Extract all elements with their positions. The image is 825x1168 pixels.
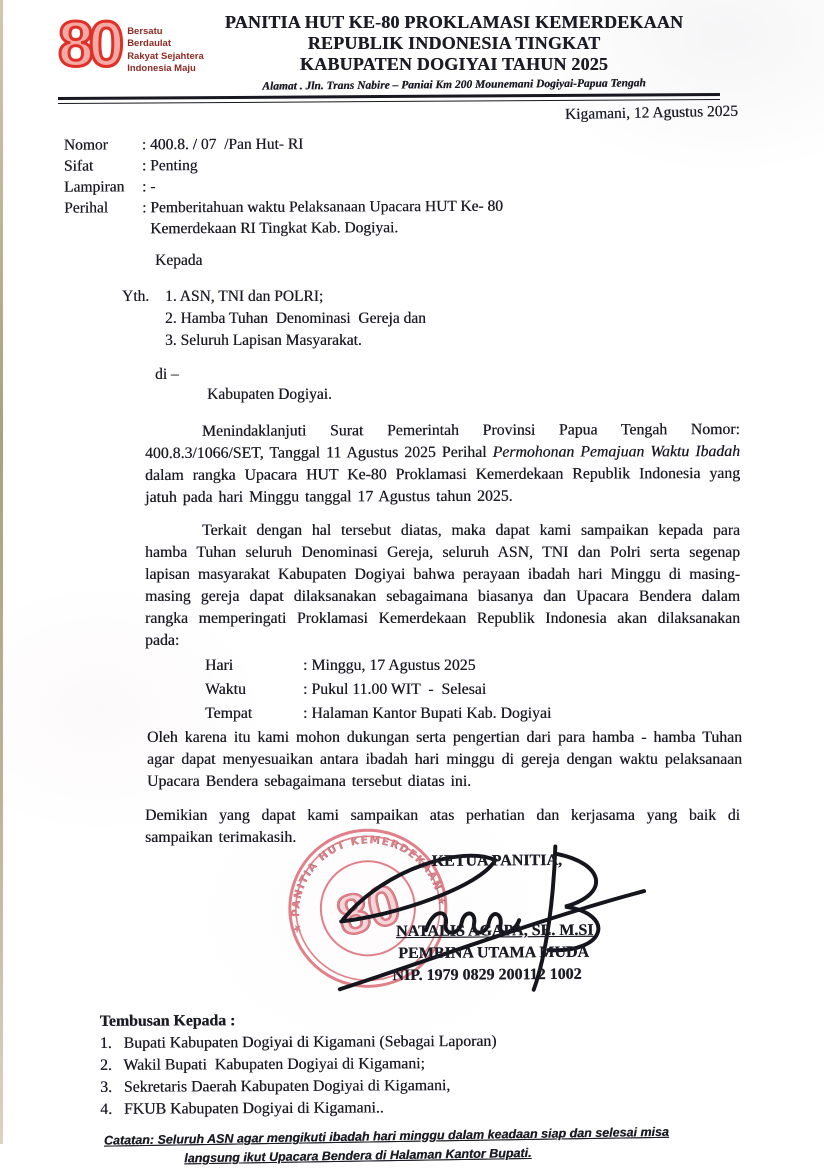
letterhead-title-line3: KABUPATEN DOGIYAI TAHUN 2025 <box>299 54 609 74</box>
signer-name: NATALIS AGAPA, SE. M.SI <box>395 921 594 941</box>
recipient-item: 3. Seluruh Lapisan Masyarakat. <box>165 332 362 349</box>
paragraph-3: Oleh karena itu kami mohon dukungan serta pengertian dari para hamba - hamba Tuhan agar dapat menyesuaikan antara ibadah hari minggu di gereja dengan waktu pelaksanaan Upacara Bendera sebagaimana tersebut diatas ini. <box>147 729 742 790</box>
detail-row-hari: Hari : Minggu, 17 Agustus 2025 <box>205 657 476 674</box>
letter-meta <box>64 131 824 239</box>
kepada-label: Kepada <box>155 252 203 269</box>
tembusan-item: 3. Sekretaris Daerah Kabupaten Dogiyai di Kigamani, <box>100 1077 451 1096</box>
tembusan-item: 2. Wakil Bupati Kabupaten Dogiyai di Kigamani; <box>99 1055 425 1074</box>
recipient-item: 2. Hamba Tuhan Denominasi Gereja dan <box>165 310 426 327</box>
detail-row-waktu: Waktu : Pukul 11.00 WIT - Selesai <box>205 681 487 698</box>
signer-rank: PEMBINA UTAMA MUDA <box>398 943 590 963</box>
catatan-text-line2: langsung ikut Upacara Bendera di Halaman Kantor Bupati. <box>184 1145 532 1166</box>
tagline-line: Rakyat Sejahtera <box>127 50 204 62</box>
yth-prefix: Yth. <box>122 288 150 305</box>
logo-tagline <box>127 26 208 75</box>
paragraph-4: Demikian yang dapat kami sampaikan atas perhatian dan kerjasama yang baik di sampaikan terimakasih. <box>145 807 740 846</box>
catatan-text-line1: Seluruh ASN agar mengikuti ibadah hari minggu dalam keadaan siap dan selesai misa <box>153 1124 669 1147</box>
catatan-label: Catatan: <box>103 1132 155 1148</box>
tagline-line: Bersatu Berdaulat <box>127 26 172 50</box>
event-details <box>205 654 824 726</box>
hut-80-logo <box>58 8 208 80</box>
detail-row-tempat: Tempat : Halaman Kantor Bupati Kab. Dogiyai <box>205 705 552 722</box>
paragraph-2: Terkait dengan hal tersebut diatas, maka dapat kami sampaikan kepada para hamba Tuhan seluruh Denominasi Gereja, seluruh ASN, TNI dan Polri serta segenap lapisan masyarakat Kabupaten Dogiyai bahwa perayaan ibadah hari Minggu di masing-masing gereja dapat dilaksanakan sebagaimana biasanya dan Upacara Bendera dalam rangka memperingati Proklamasi Kemerdekaan Republik Indonesia akan dilaksanakan pada: <box>145 522 740 649</box>
tembusan-item: 1. Bupati Kabupaten Dogiyai di Kigamani (Sebagai Laporan) <box>99 1032 497 1052</box>
tagline-line: Indonesia Maju <box>127 63 196 75</box>
recipient-item: 1. ASN, TNI dan POLRI; <box>165 288 324 305</box>
tembusan-title: Tembusan Kepada : <box>99 1012 236 1030</box>
meta-row-sifat: Sifat : Penting <box>63 157 198 175</box>
paragraph-1: Menindaklanjuti Surat Pemerintah Provinsi Papua Tengah Nomor: 400.8.3/1066/SET, Tanggal 11 Agustus 2025 Perihal Permohonan Pemajuan Waktu Ibadah dalam rangka Upacara HUT Ke-80 Proklamasi Kemerdekaan Republik Indonesia yang jatuh pada hari Minggu tanggal 17 Agustus tahun 2025. <box>144 420 741 507</box>
di-label: di – <box>155 366 179 383</box>
letterhead <box>0 0 824 91</box>
meta-row-perihal: Perihal : Pemberitahuan waktu Pelaksanaan Upacara HUT Ke- 80 Kemerdekaan RI Tingkat Kab. Dogiyai. <box>64 197 503 238</box>
meta-row-nomor: Nomor : 400.8. / 07 /Pan Hut- RI <box>63 135 304 154</box>
letterhead-address: Alamat . Jln. Trans Nabire – Paniai Km 200 Mounemani Dogiyai-Papua Tengah <box>262 77 646 93</box>
signature-block <box>0 834 825 1006</box>
signer-nip: NIP. 1979 0829 200112 1002 <box>392 965 582 985</box>
signer-title: KETUA PANITIA, <box>431 851 562 870</box>
footnote-catatan <box>104 1121 824 1167</box>
letterhead-title-line2: REPUBLIK INDONESIA TINGKAT <box>307 33 601 53</box>
svg-text:★ PANITIA HUT KEMERDEKAAN ★: ★ PANITIA HUT KEMERDEKAAN ★ <box>290 834 448 935</box>
letterhead-title-line1: PANITIA HUT KE-80 PROKLAMASI KEMERDEKAAN <box>224 12 684 32</box>
italic-subject-phrase: Permohonan Pemajuan Waktu Ibadah <box>492 442 740 461</box>
logo-80-number: 80 <box>58 8 120 80</box>
letter-date: Kigamani, 12 Agustus 2025 <box>564 102 739 124</box>
letterhead-titles <box>208 12 700 91</box>
recipient-list <box>122 286 824 352</box>
letterhead-divider <box>58 93 720 104</box>
recipient-place: Kabupaten Dogiyai. <box>207 386 332 403</box>
meta-row-lampiran: Lampiran : - <box>63 178 156 196</box>
svg-text:80: 80 <box>330 871 407 949</box>
tembusan-item: 4. FKUB Kabupaten Dogiyai di Kigamani.. <box>100 1099 384 1118</box>
tembusan-section <box>100 1007 825 1121</box>
